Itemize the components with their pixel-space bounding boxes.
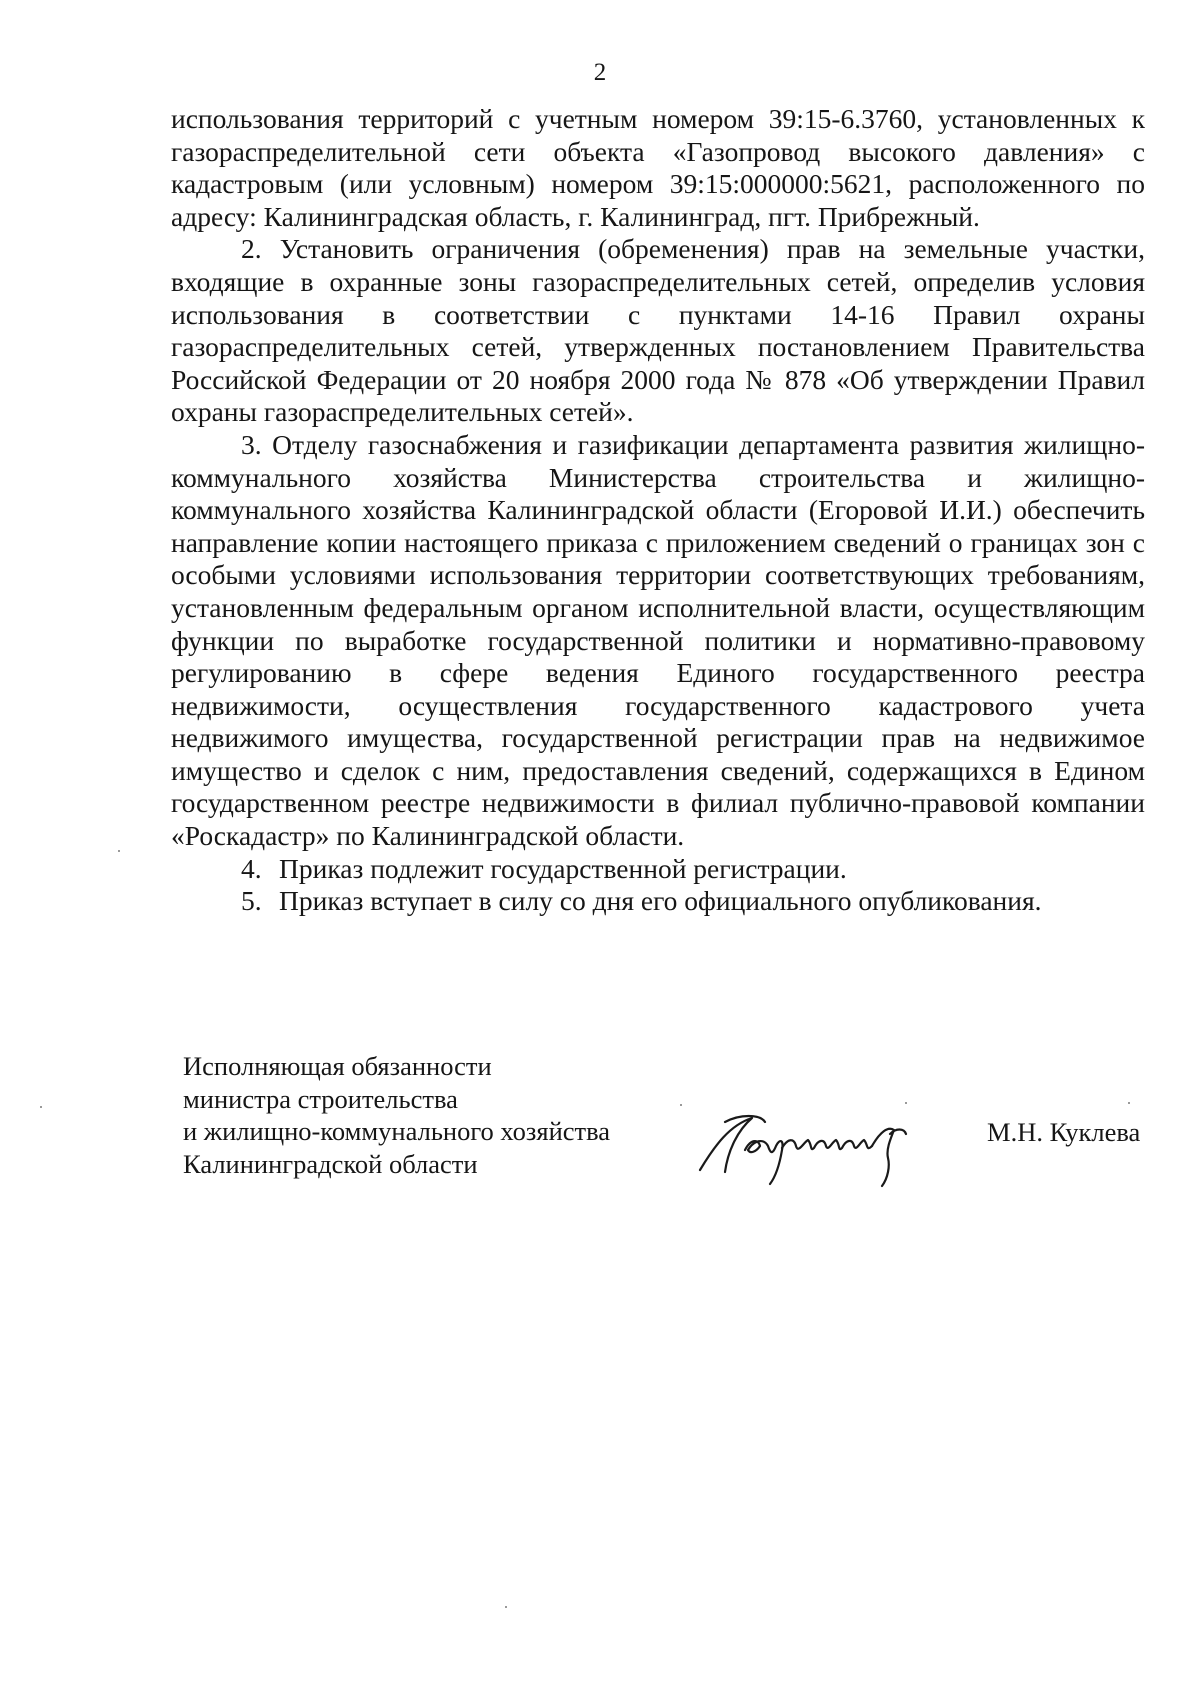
paragraph-item-3: 3. Отделу газоснабжения и газификации департамента развития жилищно-коммунального хозяйства Министерства строительства и жилищно-коммунального хозяйства Калининградской области (Егоровой И.И.) обеспечить направление копии настоящего приказа с приложением сведений о границах зон с особыми условиями использования территории соответствующих требованиям, установленным федеральным органом исполнительной власти, осуществляющим функции по выработке государственной политики и нормативно-правовому регулированию в сфере ведения Единого государственного реестра недвижимости, осуществления государственного кадастрового учета недвижимого имущества, государственной регистрации прав на недвижимое имущество и сделок с ним, предоставления сведений, содержащихся в Едином государственном реестре недвижимости в филиал публично-правовой компании «Роскадастр» по Калининградской области. — [171, 428, 1145, 852]
signatory-position-line: и жилищно-коммунального хозяйства — [183, 1116, 611, 1146]
signatory-position-line: министра строительства — [183, 1083, 458, 1114]
scan-speck — [40, 1106, 42, 1108]
list-item-text: Приказ вступает в силу со дня его официального опубликования. — [279, 885, 1042, 917]
signatory-position-line: Исполняющая обязанности — [183, 1051, 492, 1081]
list-item-text: Приказ подлежит государственной регистрации. — [279, 852, 847, 884]
signatory-position — [183, 1050, 610, 1180]
scan-speck — [505, 1606, 507, 1608]
signature-icon — [690, 1100, 930, 1190]
page-number: 2 — [593, 59, 607, 86]
scan-speck — [118, 850, 120, 852]
paragraph-continuation: использования территорий с учетным номером 39:15-6.3760, установленных к газораспределительной сети объекта «Газопровод высокого давления» с кадастровым (или условным) номером 39:15:000000:5621, расположенного по адресу: Калининградская область, г. Калининград, пгт. Прибрежный. — [171, 103, 1145, 232]
scan-speck — [1128, 1102, 1130, 1104]
signatory-position-line: Калининградской области — [183, 1148, 478, 1179]
list-item-5 — [171, 885, 1145, 918]
list-item-number: 5. — [241, 885, 262, 917]
list-item-4 — [171, 853, 1145, 886]
scan-speck — [680, 1104, 682, 1106]
scan-speck — [905, 1102, 907, 1104]
paragraph-item-2: 2. Установить ограничения (обременения) прав на земельные участки, входящие в охранные зоны газораспределительных сетей, определив условия использования в соответствии с пунктами 14-16 Правил охраны газораспределительных сетей, утвержденных постановлением Правительства Российской Федерации от 20 ноября 2000 года № 878 «Об утверждении Правил охраны газораспределительных сетей». — [171, 233, 1145, 428]
signer-name: М.Н. Куклева — [987, 1117, 1141, 1147]
document-body — [171, 103, 1145, 918]
list-item-number: 4. — [241, 852, 262, 884]
